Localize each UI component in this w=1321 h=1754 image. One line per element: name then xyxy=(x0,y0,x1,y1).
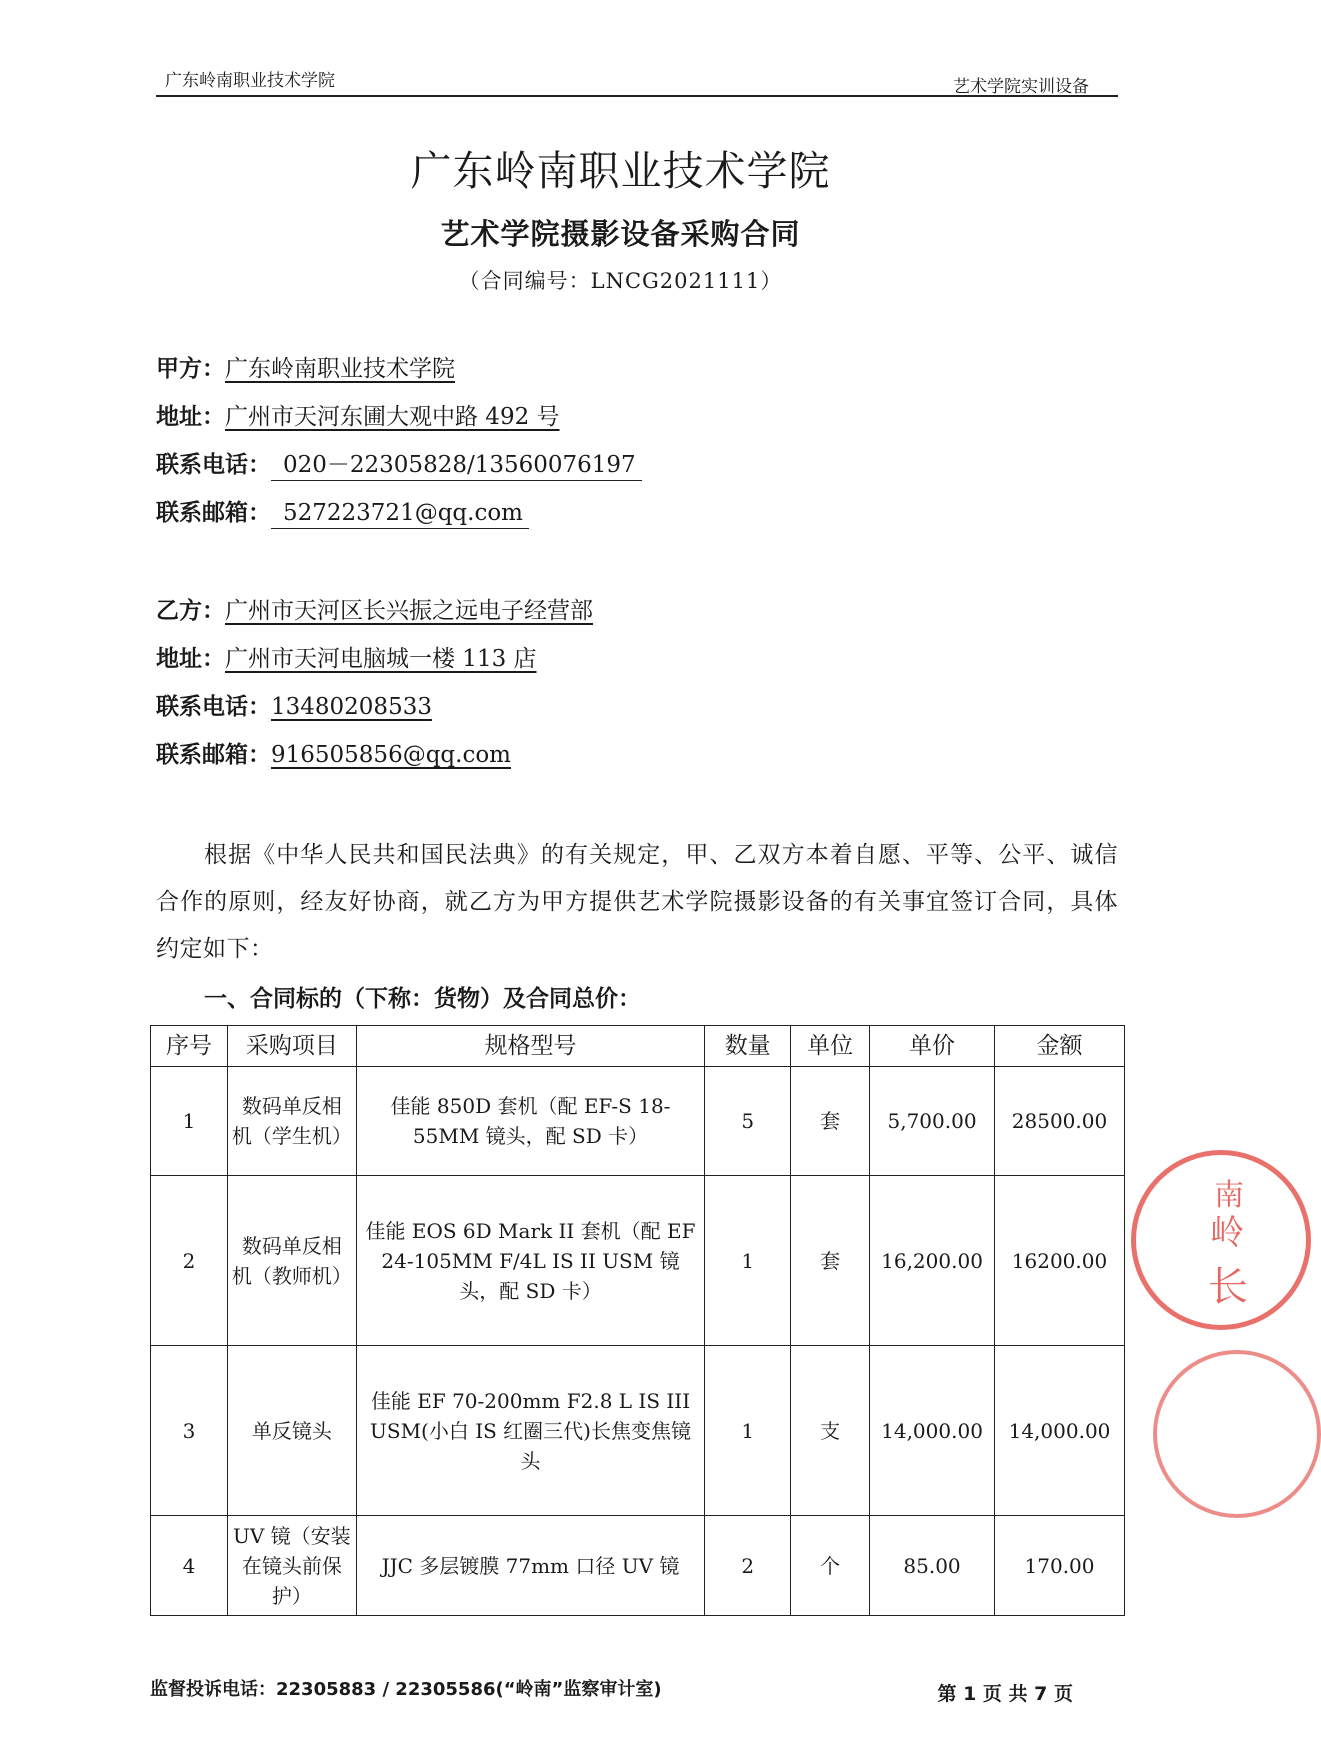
cell-unit: 个 xyxy=(791,1516,870,1616)
cell-no: 2 xyxy=(151,1176,228,1346)
col-header-amount: 金额 xyxy=(995,1026,1125,1067)
party-b-name-row xyxy=(156,592,593,625)
cell-spec: 佳能 EF 70-200mm F2.8 L IS III USM(小白 IS 红圈三代)长焦变焦镜头 xyxy=(356,1346,705,1516)
running-header-right: 艺术学院实训设备 xyxy=(953,77,1089,97)
table-row xyxy=(151,1176,1125,1346)
party-b-label: 乙方： xyxy=(156,598,225,624)
cell-amount: 16200.00 xyxy=(995,1176,1125,1346)
complaint-hotline: 监督投诉电话：22305883 / 22305586(“岭南”监察审计室) xyxy=(150,1679,662,1700)
col-header-unit: 单位 xyxy=(791,1026,870,1067)
party-b-address: 广州市天河电脑城一楼 113 店 xyxy=(225,646,537,672)
cell-price: 5,700.00 xyxy=(870,1067,995,1176)
party-a-phone-row xyxy=(156,446,642,481)
party-a-label: 甲方： xyxy=(156,356,225,382)
section-1-heading: 一、合同标的（下称：货物）及合同总价： xyxy=(204,986,641,1012)
seal-char: 南 xyxy=(1214,1178,1244,1213)
cell-spec: JJC 多层镀膜 77mm 口径 UV 镜 xyxy=(356,1516,705,1616)
goods-table xyxy=(150,1025,1125,1616)
party-b-address-row xyxy=(156,640,537,673)
cell-qty: 1 xyxy=(705,1346,791,1516)
company-seal-secondary xyxy=(1153,1350,1321,1518)
document-subtitle: 艺术学院摄影设备采购合同 xyxy=(440,217,801,251)
party-b-email-label: 联系邮箱： xyxy=(156,742,271,768)
party-a-email-row xyxy=(156,494,529,529)
cell-amount: 170.00 xyxy=(995,1516,1125,1616)
cell-unit: 套 xyxy=(791,1067,870,1176)
party-a-email: 527223721@qq.com xyxy=(271,498,529,529)
party-a-email-label: 联系邮箱： xyxy=(156,500,271,526)
party-a-address-row xyxy=(156,398,560,431)
cell-price: 85.00 xyxy=(870,1516,995,1616)
cell-no: 1 xyxy=(151,1067,228,1176)
table-row xyxy=(151,1067,1125,1176)
cell-no: 4 xyxy=(151,1516,228,1616)
party-b-phone-row xyxy=(156,688,432,721)
running-header-left: 广东岭南职业技术学院 xyxy=(165,71,335,91)
col-header-qty: 数量 xyxy=(705,1026,791,1067)
cell-amount: 14,000.00 xyxy=(995,1346,1125,1516)
table-header-row xyxy=(151,1026,1125,1067)
col-header-no: 序号 xyxy=(151,1026,228,1067)
party-a-phone-label: 联系电话： xyxy=(156,452,271,478)
table-row xyxy=(151,1516,1125,1616)
cell-qty: 2 xyxy=(705,1516,791,1616)
cell-item: 数码单反相机（教师机） xyxy=(227,1176,356,1346)
party-b-address-label: 地址： xyxy=(156,646,225,672)
cell-price: 16,200.00 xyxy=(870,1176,995,1346)
cell-price: 14,000.00 xyxy=(870,1346,995,1516)
party-b-email: 916505856@qq.com xyxy=(271,742,511,768)
intro-paragraph: 根据《中华人民共和国民法典》的有关规定，甲、乙双方本着自愿、平等、公平、诚信合作的原则，经友好协商，就乙方为甲方提供艺术学院摄影设备的有关事宜签订合同，具体约定如下： xyxy=(156,842,1118,962)
cell-spec: 佳能 EOS 6D Mark II 套机（配 EF 24-105MM F/4L IS II USM 镜头，配 SD 卡） xyxy=(356,1176,705,1346)
seal-char: 岭 xyxy=(1210,1213,1244,1253)
party-a-address-label: 地址： xyxy=(156,404,225,430)
cell-amount: 28500.00 xyxy=(995,1067,1125,1176)
document-title: 广东岭南职业技术学院 xyxy=(410,147,831,195)
cell-item: 单反镜头 xyxy=(227,1346,356,1516)
party-b-phone: 13480208533 xyxy=(271,694,432,720)
contract-number: （合同编号：LNCG2021111） xyxy=(458,269,783,293)
cell-unit: 支 xyxy=(791,1346,870,1516)
page-number: 第 1 页 共 7 页 xyxy=(937,1683,1073,1705)
seal-char: 长 xyxy=(1208,1264,1248,1310)
header-divider xyxy=(156,95,1118,97)
cell-qty: 1 xyxy=(705,1176,791,1346)
party-b-name: 广州市天河区长兴振之远电子经营部 xyxy=(225,598,593,624)
col-header-price: 单价 xyxy=(870,1026,995,1067)
cell-unit: 套 xyxy=(791,1176,870,1346)
party-a-phone: 020－22305828/13560076197 xyxy=(271,450,642,481)
cell-item: 数码单反相机（学生机） xyxy=(227,1067,356,1176)
table-row xyxy=(151,1346,1125,1516)
party-b-email-row xyxy=(156,736,511,769)
party-b-phone-label: 联系电话： xyxy=(156,694,271,720)
cell-item: UV 镜（安装在镜头前保护） xyxy=(227,1516,356,1616)
party-a-name-row xyxy=(156,350,455,383)
cell-no: 3 xyxy=(151,1346,228,1516)
cell-qty: 5 xyxy=(705,1067,791,1176)
party-a-address: 广州市天河东圃大观中路 492 号 xyxy=(225,404,560,430)
party-a-name: 广东岭南职业技术学院 xyxy=(225,356,455,382)
cell-spec: 佳能 850D 套机（配 EF-S 18-55MM 镜头，配 SD 卡） xyxy=(356,1067,705,1176)
col-header-item: 采购项目 xyxy=(227,1026,356,1067)
col-header-spec: 规格型号 xyxy=(356,1026,705,1067)
